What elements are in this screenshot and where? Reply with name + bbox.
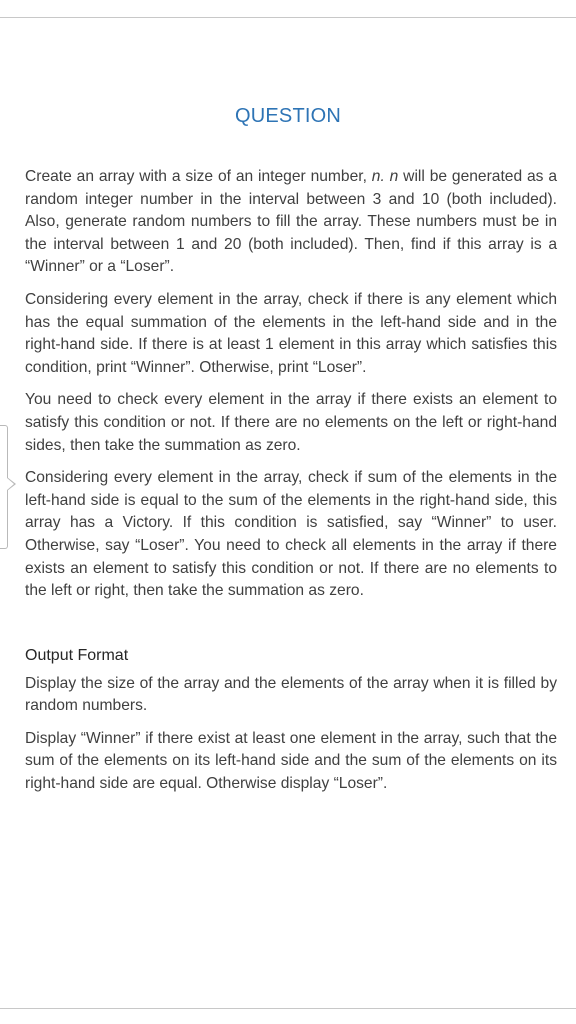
question-paragraph-1: [25, 166, 557, 279]
output-format-paragraph-1: Display the size of the array and the elements of the array when it is filled by random numbers.: [25, 674, 557, 715]
page-bottom-border: [0, 1008, 576, 1009]
page-title: QUESTION: [234, 105, 342, 127]
document-body: [25, 166, 557, 806]
paragraph-text-1-part-1: Create an array with a size of an integer number, n. n will be generated as a random integer number in the interval between 3 and 10 (both included). Also, generate random numbers to fill the array. These numbers must be in the interval between 1 and 20 (both included). Then, find if this array is a “Winner” or a “Loser”.: [25, 168, 557, 276]
question-paragraph-2: Considering every element in the array, check if there is any element which has the equal summation of the elements in the left-hand side and in the right-hand side. If there is at least 1 element in this array which satisfies this condition, print “Winner”. Otherwise, print “Loser”.: [25, 290, 557, 376]
page-top-border: [0, 17, 576, 18]
output-format-heading: Output Format: [25, 646, 129, 664]
comment-pointer-fill: [7, 478, 14, 490]
question-paragraph-3: You need to check every element in the array if there exists an element to satisfy this condition or not. If there are no elements on the left or right-hand sides, then take the summation as zero.: [25, 391, 557, 454]
question-paragraph-4: Considering every element in the array, check if sum of the elements in the left-hand side is equal to the sum of the elements in the right-hand side, this array has a Victory. If this condition is satisfied, say “Winner” to user. Otherwise, say “Loser”. You need to check all elements in the array if there exists an element to satisfy this condition or not. If there are no elements to the left or right, then take the summation as zero.: [25, 469, 557, 600]
output-format-paragraph-2: Display “Winner” if there exist at least one element in the array, such that the sum of the elements on its left-hand side and the sum of the elements on its right-hand side are equal. Otherwise display “Loser”.: [25, 729, 557, 793]
